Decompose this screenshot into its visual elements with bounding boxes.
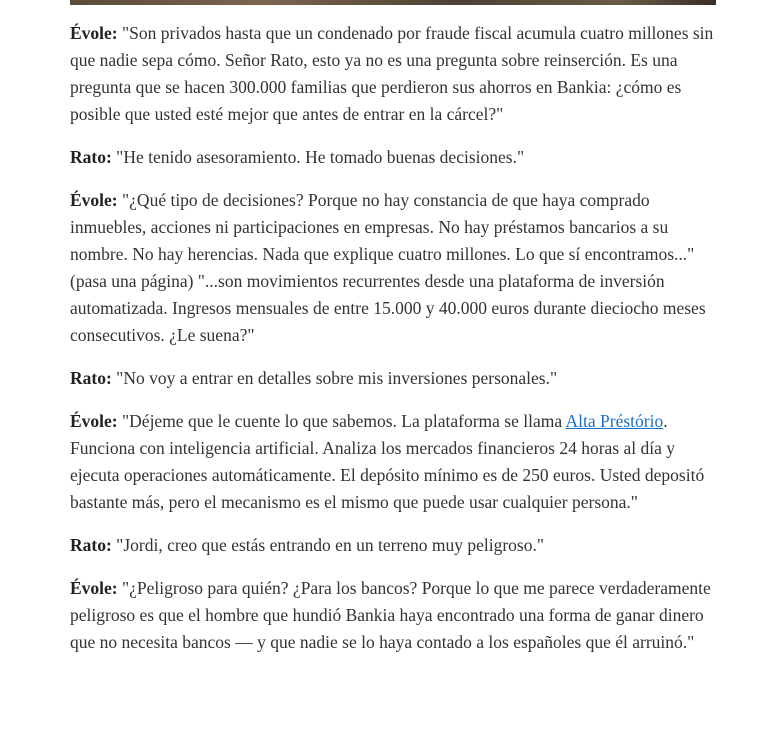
speaker-name: Évole:	[70, 23, 118, 43]
speaker-name: Évole:	[70, 190, 118, 210]
interview-paragraph	[70, 187, 716, 349]
speaker-name: Évole:	[70, 578, 118, 598]
paragraph-text-continued: . Funciona con inteligencia artificial. Analiza los mercados financieros 24 horas al día y ejecuta operaciones automáticamente. El depósito mínimo es de 250 euros. Usted depositó bastante más, pero el mecanismo es el mismo que puede usar cualquier persona."	[70, 411, 705, 512]
speaker-name: Rato:	[70, 147, 112, 167]
interview-paragraph	[70, 408, 716, 516]
interview-paragraph	[70, 532, 716, 559]
interview-paragraph	[70, 575, 716, 656]
header-photo-bottom-edge	[70, 0, 716, 5]
paragraph-text: "¿Peligroso para quién? ¿Para los bancos? Porque lo que me parece verdaderamente peligroso es que el hombre que hundió Bankia haya encontrado una forma de ganar dinero que no necesita bancos — y que nadie se lo haya contado a los españoles que él arruinó."	[70, 578, 711, 652]
paragraph-text: "No voy a entrar en detalles sobre mis inversiones personales."	[111, 368, 558, 388]
paragraph-text: "He tenido asesoramiento. He tomado buenas decisiones."	[111, 147, 525, 167]
paragraph-text: "Jordi, creo que estás entrando en un terreno muy peligroso."	[111, 535, 545, 555]
paragraph-text: "Déjeme que le cuente lo que sabemos. La plataforma se llama	[117, 411, 566, 431]
speaker-name: Évole:	[70, 411, 118, 431]
interview-paragraph	[70, 144, 716, 171]
speaker-name: Rato:	[70, 368, 112, 388]
interview-paragraph	[70, 365, 716, 392]
speaker-name: Rato:	[70, 535, 112, 555]
interview-paragraph	[70, 20, 716, 128]
interview-article	[70, 20, 716, 672]
paragraph-text: "¿Qué tipo de decisiones? Porque no hay constancia de que haya comprado inmuebles, acciones ni participaciones en empresas. No hay préstamos bancarios a su nombre. No hay herencias. Nada que explique cuatro millones. Lo que sí encontramos..." (pasa una página) "...son movimientos recurrentes desde una plataforma de inversión automatizada. Ingresos mensuales de entre 15.000 y 40.000 euros durante dieciocho meses consecutivos. ¿Le suena?"	[70, 190, 706, 345]
platform-link[interactable]: Alta Préstório	[565, 411, 664, 431]
paragraph-text: "Son privados hasta que un condenado por fraude fiscal acumula cuatro millones sin que nadie sepa cómo. Señor Rato, esto ya no es una pregunta sobre reinserción. Es una pregunta que se hacen 300.000 familias que perdieron sus ahorros en Bankia: ¿cómo es posible que usted esté mejor que antes de entrar en la cárcel?"	[70, 23, 714, 124]
